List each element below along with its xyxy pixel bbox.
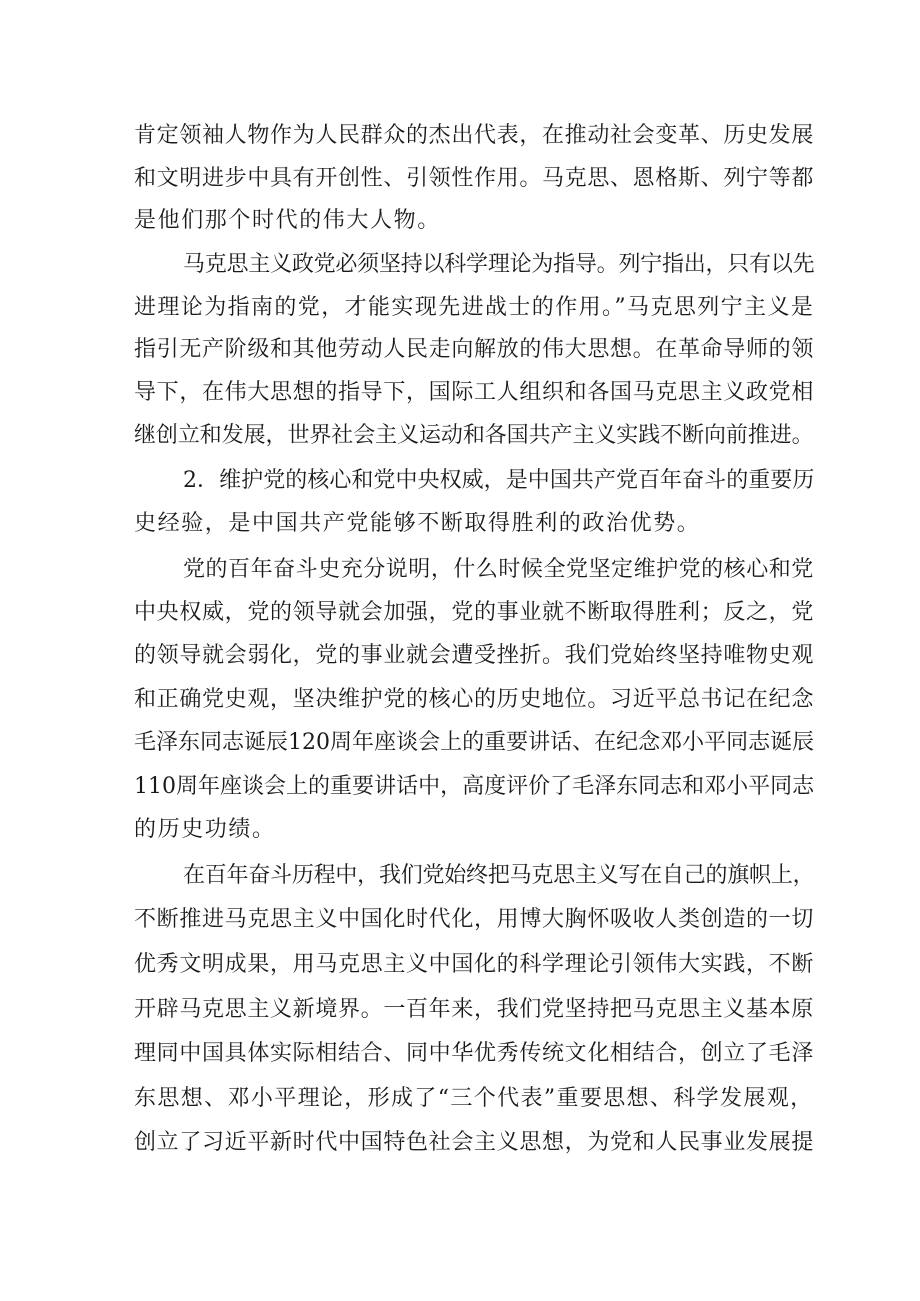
text-line: 和正确党史观，坚决维护党的核心的历史地位。习近平总书记在纪念 — [134, 687, 815, 712]
section-heading-line: 2．维护党的核心和党中央权威，是中国共产党百年奋斗的重要历 — [183, 468, 815, 493]
text-line: 党的百年奋斗史充分说明，什么时候全党坚定维护党的核心和党 — [183, 557, 814, 582]
text-line: 的历史功绩。 — [134, 817, 276, 842]
text-line: 开辟马克思主义新境界。一百年来，我们党坚持把马克思主义基本原 — [134, 997, 815, 1022]
text-line: 在百年奋斗历程中，我们党始终把马克思主义写在自己的旗帜上， — [183, 863, 815, 888]
text-line: 马克思主义政党必须坚持以科学理论为指导。列宁指出，只有以先 — [183, 252, 815, 277]
text-line: 东思想、邓小平理论，形成了“三个代表”重要思想、科学发展观， — [134, 1086, 814, 1111]
section-heading-line: 史经验，是中国共产党能够不断取得胜利的政治优势。 — [134, 511, 701, 536]
text-line: 中央权威，党的领导就会加强，党的事业就不断取得胜利；反之，党 — [134, 600, 815, 625]
text-line: 110周年座谈会上的重要讲话中，高度评价了毛泽东同志和邓小平同志 — [134, 774, 815, 799]
text-line: 继创立和发展，世界社会主义运动和各国共产主义实践不断向前推进。 — [134, 423, 814, 448]
text-line: 优秀文明成果，用马克思主义中国化的科学理论引领伟大实践，不断 — [134, 952, 815, 977]
text-line: 的领导就会弱化，党的事业就会遭受挫折。我们党始终坚持唯物史观 — [134, 643, 815, 668]
text-line: 毛泽东同志诞辰120周年座谈会上的重要讲话、在纪念邓小平同志诞辰 — [134, 730, 815, 755]
text-line: 理同中国具体实际相结合、同中华优秀传统文化相结合，创立了毛泽 — [134, 1041, 815, 1066]
text-line: 进理论为指南的党，才能实现先进战士的作用。”马克思列宁主义是 — [134, 295, 815, 320]
text-line: 和文明进步中具有开创性、引领性作用。马克思、恩格斯、列宁等都 — [134, 166, 815, 191]
text-line: 肯定领袖人物作为人民群众的杰出代表，在推动社会变革、历史发展 — [134, 123, 815, 148]
text-line: 导下，在伟大思想的指导下，国际工人组织和各国马克思主义政党相 — [134, 380, 815, 405]
text-line: 指引无产阶级和其他劳动人民走向解放的伟大思想。在革命导师的领 — [134, 337, 815, 362]
text-line: 创立了习近平新时代中国特色社会主义思想，为党和人民事业发展提 — [134, 1130, 815, 1155]
text-line: 不断推进马克思主义中国化时代化，用博大胸怀吸收人类创造的一切 — [134, 907, 815, 932]
text-line: 是他们那个时代的伟大人物。 — [134, 208, 441, 233]
